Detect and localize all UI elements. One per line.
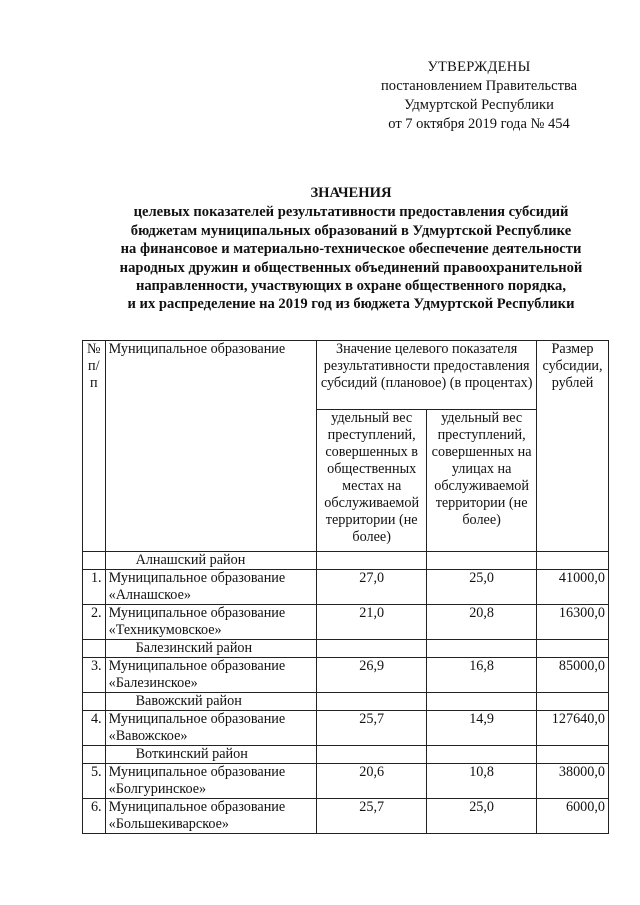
- heading-line-3: на финансовое и материально-техническое обеспечение деятельности: [120, 241, 582, 258]
- municipality-name: Муниципальное образование «Алнашское»: [105, 570, 317, 605]
- table-row: [83, 605, 609, 640]
- table-row: [83, 764, 609, 799]
- subsidy-amount: 16300,0: [537, 605, 609, 640]
- header-subsidy-amount: Размер субсидии, рублей: [537, 341, 609, 552]
- header-indicator-group: Значение целевого показателя результативности предоставления субсидий (плановое) (в процентах): [317, 341, 537, 410]
- municipality-name: Муниципальное образование «Балезинское»: [105, 658, 317, 693]
- streets-value: 25,0: [427, 799, 537, 834]
- approval-line-2: Удмуртской Республики: [404, 97, 554, 113]
- document-title: ЗНАЧЕНИЯ: [310, 185, 392, 201]
- header-streets-share: удельный вес преступлений, совершенных на улицах на обслуживаемой территории (не более): [427, 410, 537, 552]
- row-number: 2.: [83, 605, 106, 640]
- municipality-name: Муниципальное образование «Вавожское»: [105, 711, 317, 746]
- district-row: [83, 640, 609, 658]
- municipality-name: Муниципальное образование «Болгуринское»: [105, 764, 317, 799]
- public-places-value: 21,0: [317, 605, 427, 640]
- heading-line-6: и их распределение на 2019 год из бюджета Удмуртской Республики: [127, 296, 575, 313]
- district-row: [83, 693, 609, 711]
- row-number: 3.: [83, 658, 106, 693]
- table-row: [83, 570, 609, 605]
- approval-stamp: [364, 58, 594, 134]
- public-places-value: 26,9: [317, 658, 427, 693]
- row-number: 5.: [83, 764, 106, 799]
- subsidy-amount: 6000,0: [537, 799, 609, 834]
- row-number: 4.: [83, 711, 106, 746]
- streets-value: 14,9: [427, 711, 537, 746]
- document-heading: [96, 184, 606, 314]
- subsidy-amount: 38000,0: [537, 764, 609, 799]
- heading-line-5: направленности, участвующих в охране общественного порядка,: [136, 278, 566, 295]
- public-places-value: 20,6: [317, 764, 427, 799]
- district-name: Воткинский район: [105, 746, 317, 764]
- table-row: [83, 658, 609, 693]
- row-number: 1.: [83, 570, 106, 605]
- public-places-value: 25,7: [317, 799, 427, 834]
- district-row: [83, 552, 609, 570]
- row-number: 6.: [83, 799, 106, 834]
- table-row: [83, 711, 609, 746]
- subsidy-amount: 85000,0: [537, 658, 609, 693]
- municipality-name: Муниципальное образование «Техникумовское»: [105, 605, 317, 640]
- approval-line-3: от 7 октября 2019 года № 454: [388, 116, 570, 132]
- heading-line-4: народных дружин и общественных объединений правоохранительной: [119, 259, 583, 276]
- heading-line-2: бюджетам муниципальных образований в Удмуртской Республике: [130, 222, 572, 239]
- subsidy-amount: 127640,0: [537, 711, 609, 746]
- approval-line-1: постановлением Правительства: [380, 78, 578, 94]
- district-name: Балезинский район: [105, 640, 317, 658]
- streets-value: 16,8: [427, 658, 537, 693]
- table-row: [83, 799, 609, 834]
- streets-value: 25,0: [427, 570, 537, 605]
- heading-line-1: целевых показателей результативности предоставления субсидий: [133, 204, 569, 221]
- municipality-name: Муниципальное образование «Большекиварское»: [105, 799, 317, 834]
- approval-title: УТВЕРЖДЕНЫ: [427, 59, 531, 75]
- public-places-value: 25,7: [317, 711, 427, 746]
- header-public-places-share: удельный вес преступлений, совершенных в общественных местах на обслуживаемой территории (не более): [317, 410, 427, 552]
- public-places-value: 27,0: [317, 570, 427, 605]
- streets-value: 10,8: [427, 764, 537, 799]
- header-num: № п/п: [83, 341, 106, 552]
- district-name: Алнашский район: [105, 552, 317, 570]
- subsidy-table: [82, 340, 609, 834]
- district-row: [83, 746, 609, 764]
- district-name: Вавожский район: [105, 693, 317, 711]
- header-name: Муниципальное образование: [105, 341, 317, 552]
- streets-value: 20,8: [427, 605, 537, 640]
- subsidy-amount: 41000,0: [537, 570, 609, 605]
